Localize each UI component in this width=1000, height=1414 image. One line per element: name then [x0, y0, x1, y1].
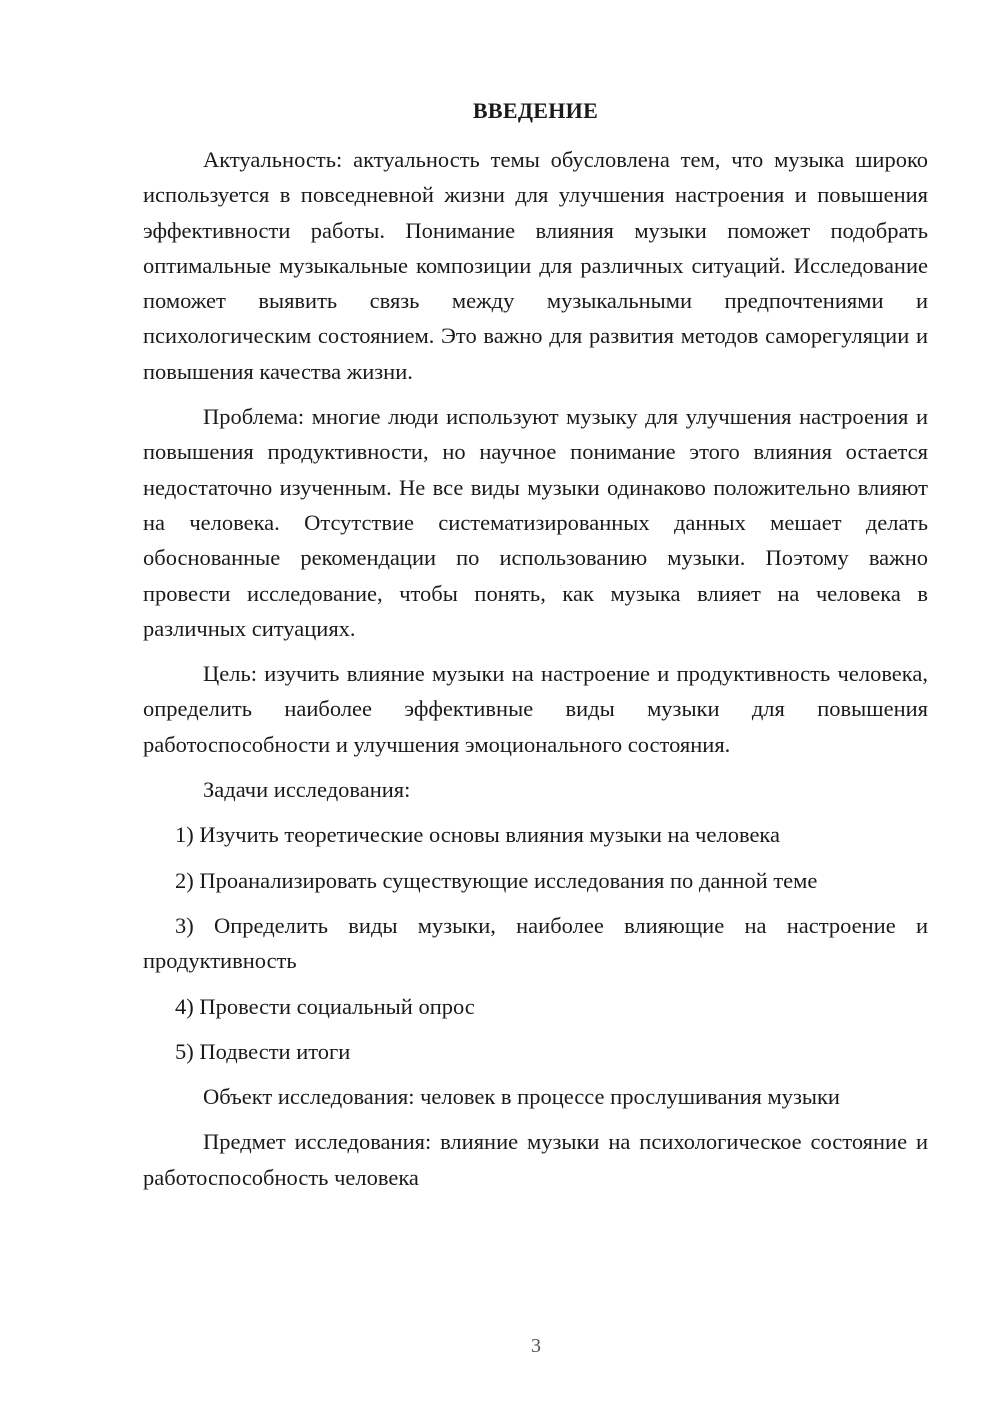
- paragraph-object: Объект исследования: человек в процессе прослушивания музыки: [203, 1084, 840, 1110]
- list-item-task-4: 4) Провести социальный опрос: [175, 993, 475, 1019]
- list-item-task-1: 1) Изучить теоретические основы влияния музыки на человека: [175, 822, 781, 848]
- paragraph-problem: Проблема: многие люди используют музыку для улучшения настроения и повышения продуктивности, но научное понимание этого влияния остается недостаточно изученным. Не все виды музыки одинаково положительно влияют на человека. Отсутствие систематизированных данных мешает делать обоснованные рекомендации по использованию музыки. Поэтому важно провести исследование, чтобы понять, как музыка влияет на человека в различных ситуациях.: [143, 404, 928, 641]
- list-item-task-3: 3) Определить виды музыки, наиболее влияющие на настроение и продуктивность: [143, 912, 928, 974]
- paragraph-relevance: Актуальность: актуальность темы обусловлена тем, что музыка широко используется в повседневной жизни для улучшения настроения и повышения эффективности работы. Понимание влияния музыки поможет подобрать оптимальные музыкальные композиции для различных ситуаций. Исследование поможет выявить связь между музыкальными предпочтениями и психологическим состоянием. Это важно для развития методов саморегуляции и повышения качества жизни.: [143, 147, 928, 384]
- paragraph-subject: Предмет исследования: влияние музыки на психологическое состояние и работоспособность человека: [143, 1129, 928, 1190]
- page-number: 3: [531, 1335, 541, 1357]
- page-title: ВВЕДЕНИЕ: [472, 98, 599, 123]
- list-item-task-2: 2) Проанализировать существующие исследования по данной теме: [175, 867, 818, 893]
- paragraph-goal: Цель: изучить влияние музыки на настроение и продуктивность человека, определить наиболее эффективные виды музыки для повышения работоспособности и улучшения эмоционального состояния.: [143, 661, 928, 757]
- tasks-title: Задачи исследования:: [203, 777, 411, 803]
- list-item-task-5: 5) Подвести итоги: [175, 1038, 351, 1064]
- document-body: [143, 142, 928, 1195]
